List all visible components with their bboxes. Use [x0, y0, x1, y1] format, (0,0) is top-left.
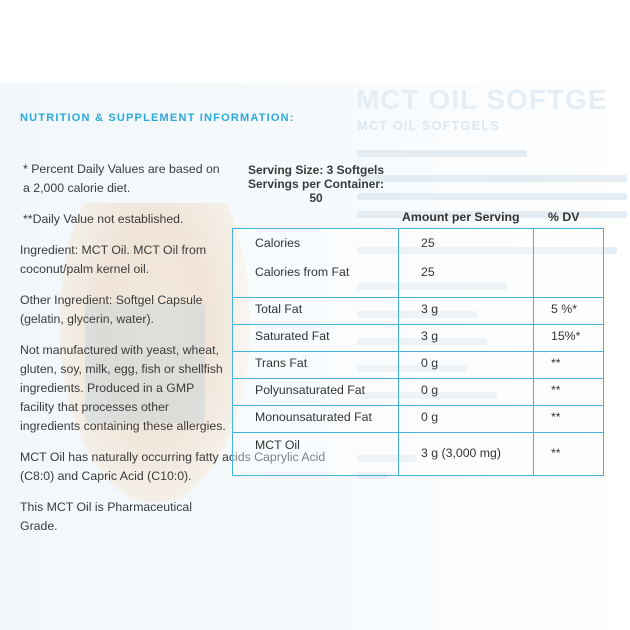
header-amount: Amount per Serving — [402, 210, 520, 224]
table-row — [232, 406, 604, 433]
row-amount: 3 g (3,000 mg) — [421, 446, 501, 460]
row-dv: ** — [551, 383, 561, 397]
product-subtitle-faded: MCT OIL SOFTGELS — [357, 118, 500, 133]
row-amount: 0 g — [421, 410, 439, 424]
note-other-ingredient: Other Ingredient: Softgel Capsule (gelatin, glycerin, water). — [20, 293, 203, 326]
table-row — [232, 325, 604, 352]
row-name: Total Fat — [255, 302, 303, 316]
table-row-calories — [232, 228, 604, 298]
note-ingredient: Ingredient: MCT Oil. MCT Oil from coconut/palm kernel oil. — [20, 243, 207, 276]
row-name: Saturated Fat — [255, 329, 330, 343]
faded-text-line — [357, 150, 527, 157]
table-row — [232, 298, 604, 325]
servings-per-container-value: 50 — [309, 191, 323, 205]
faded-text-line — [357, 175, 627, 182]
nutrition-table — [232, 207, 604, 476]
row-name: Calories from Fat — [255, 265, 350, 279]
note-grade: This MCT Oil is Pharmaceutical Grade. — [20, 500, 192, 533]
table-header — [232, 207, 604, 228]
serving-info — [236, 163, 396, 205]
row-amount: 3 g — [421, 329, 439, 343]
row-name: Calories — [255, 236, 301, 250]
header-dv: % DV — [548, 210, 580, 224]
row-amount: 3 g — [421, 302, 439, 316]
row-amount: 25 — [421, 265, 435, 279]
row-amount: 0 g — [421, 383, 439, 397]
table-row — [232, 352, 604, 379]
row-name: MCT Oil — [255, 438, 300, 452]
section-title: NUTRITION & SUPPLEMENT INFORMATION: — [20, 112, 295, 124]
note-allergens: Not manufactured with yeast, wheat, gluten, soy, milk, egg, fish or shellfish ingredients. Produced in a GMP facility that processes other ingredients containing these allergies. — [20, 343, 226, 433]
product-title-faded: MCT OIL SOFTGE — [356, 84, 608, 115]
row-name: Trans Fat — [255, 356, 308, 370]
faded-text-line — [357, 193, 627, 200]
row-dv: 5 %* — [551, 302, 577, 316]
row-name: Polyunsaturated Fat — [255, 383, 366, 397]
row-name: Monounsaturated Fat — [255, 410, 372, 424]
row-dv: ** — [551, 410, 561, 424]
row-amount: 25 — [421, 236, 435, 250]
row-dv: ** — [551, 356, 561, 370]
row-amount: 0 g — [421, 356, 439, 370]
note-dv-not-established: **Daily Value not established. — [23, 212, 184, 226]
row-dv: ** — [551, 446, 561, 460]
table-row — [232, 433, 604, 476]
note-fatty-acids: MCT Oil has naturally occurring fatty acids Caprylic Acid (C8:0) and Capric Acid (C10:0). — [20, 450, 326, 483]
serving-size: Serving Size: 3 Softgels — [247, 163, 385, 177]
row-dv: 15%* — [551, 329, 581, 343]
servings-per-container-label: Servings per Container: — [247, 177, 385, 191]
table-row — [232, 379, 604, 406]
note-percent-dv: * Percent Daily Values are based on a 2,000 calorie diet. — [23, 162, 220, 195]
